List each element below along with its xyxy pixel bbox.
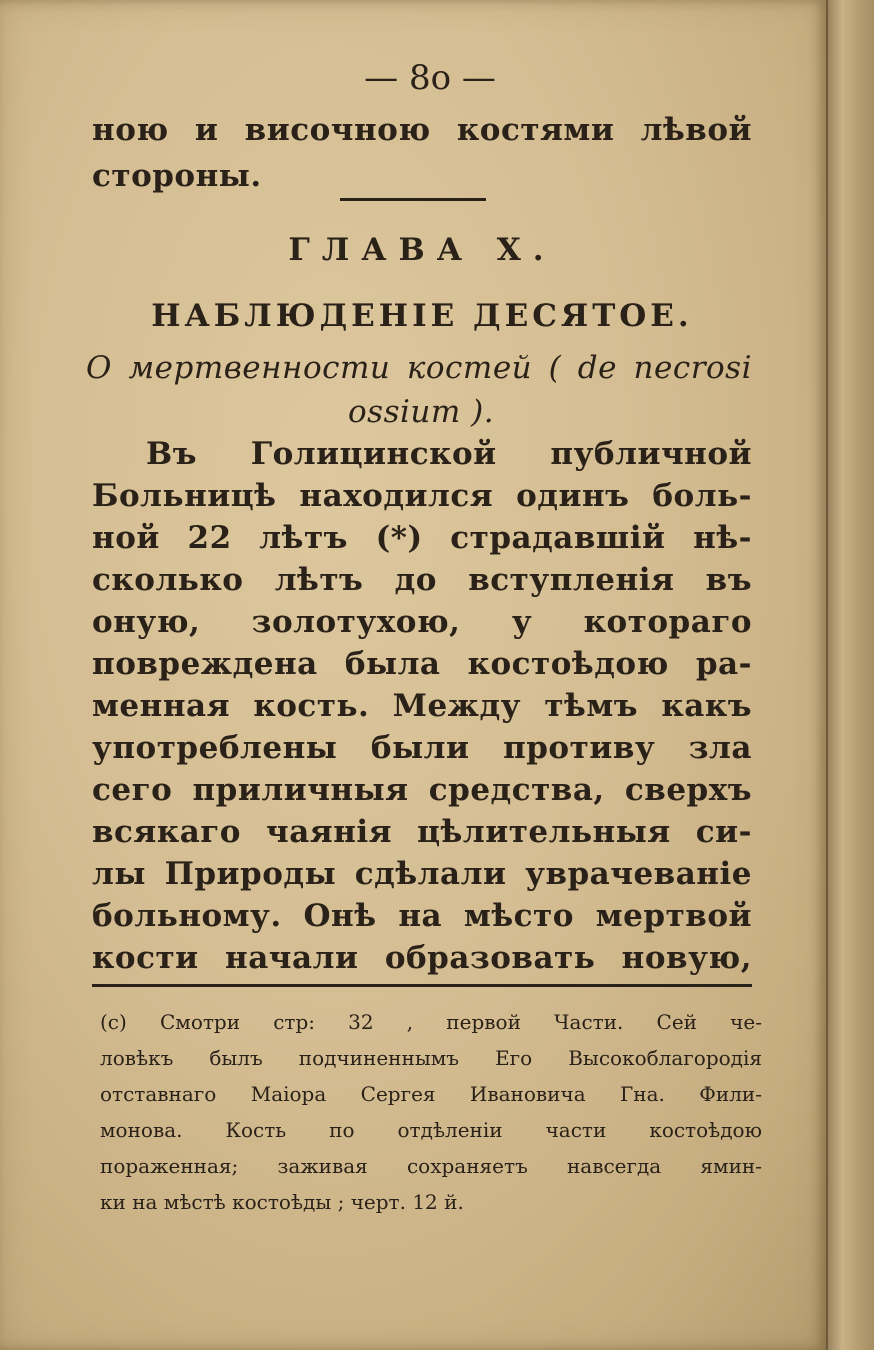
chapter-heading: ГЛАВА X. (288, 232, 556, 268)
body-line: сего приличныя средства, сверхъ (92, 772, 752, 808)
page-number: — 8о — (364, 58, 496, 98)
section-divider (340, 198, 486, 201)
body-line: больному. Онѣ на мѣсто мертвой (92, 898, 752, 934)
body-line: менная кость. Между тѣмъ какъ (92, 688, 752, 724)
body-line: употреблены были противу зла (92, 730, 752, 766)
footnote-line: (с) Смотри стр: 32 , первой Части. Сей че- (100, 1010, 762, 1034)
body-line: повреждена была костоѣдою ра- (92, 646, 752, 682)
observation-heading: НАБЛЮДЕНІЕ ДЕСЯТОЕ. (151, 298, 693, 334)
footnote-line: ловѣкъ былъ подчиненнымъ Его Высокоблагородія (100, 1046, 762, 1070)
footnote-rule (92, 984, 752, 987)
footnote-line: отставнаго Маіора Сергея Ивановича Гна. Фили- (100, 1082, 762, 1106)
continuation-line: ною и височною костями лѣвой (92, 112, 752, 148)
body-line: всякаго чаянія цѣлительныя си- (92, 814, 752, 850)
footnote-line: ки на мѣстѣ костоѣды ; черт. 12 й. (100, 1190, 464, 1214)
subtitle-line: О мертвенности костей ( de necrosi (86, 350, 752, 386)
body-line: сколько лѣтъ до вступленія въ (92, 562, 752, 598)
footnote-line: монова. Кость по отдѣленіи части костоѣдою (100, 1118, 762, 1142)
subtitle-line: ossium ). (348, 394, 495, 430)
body-line: ной 22 лѣтъ (*) страдавшій нѣ- (92, 520, 752, 556)
body-line: Въ Голицинской публичной (146, 436, 752, 472)
footnote-line: пораженная; заживая сохраняетъ навсегда ямин- (100, 1154, 762, 1178)
body-line: Больницѣ находился одинъ боль- (92, 478, 752, 514)
body-line: оную, золотухою, у котораго (92, 604, 752, 640)
body-line: лы Природы сдѣлали уврачеваніе (92, 856, 752, 892)
body-line: кости начали образовать новую, (92, 940, 752, 976)
continuation-line: стороны. (92, 158, 262, 194)
page-edge (826, 0, 874, 1350)
